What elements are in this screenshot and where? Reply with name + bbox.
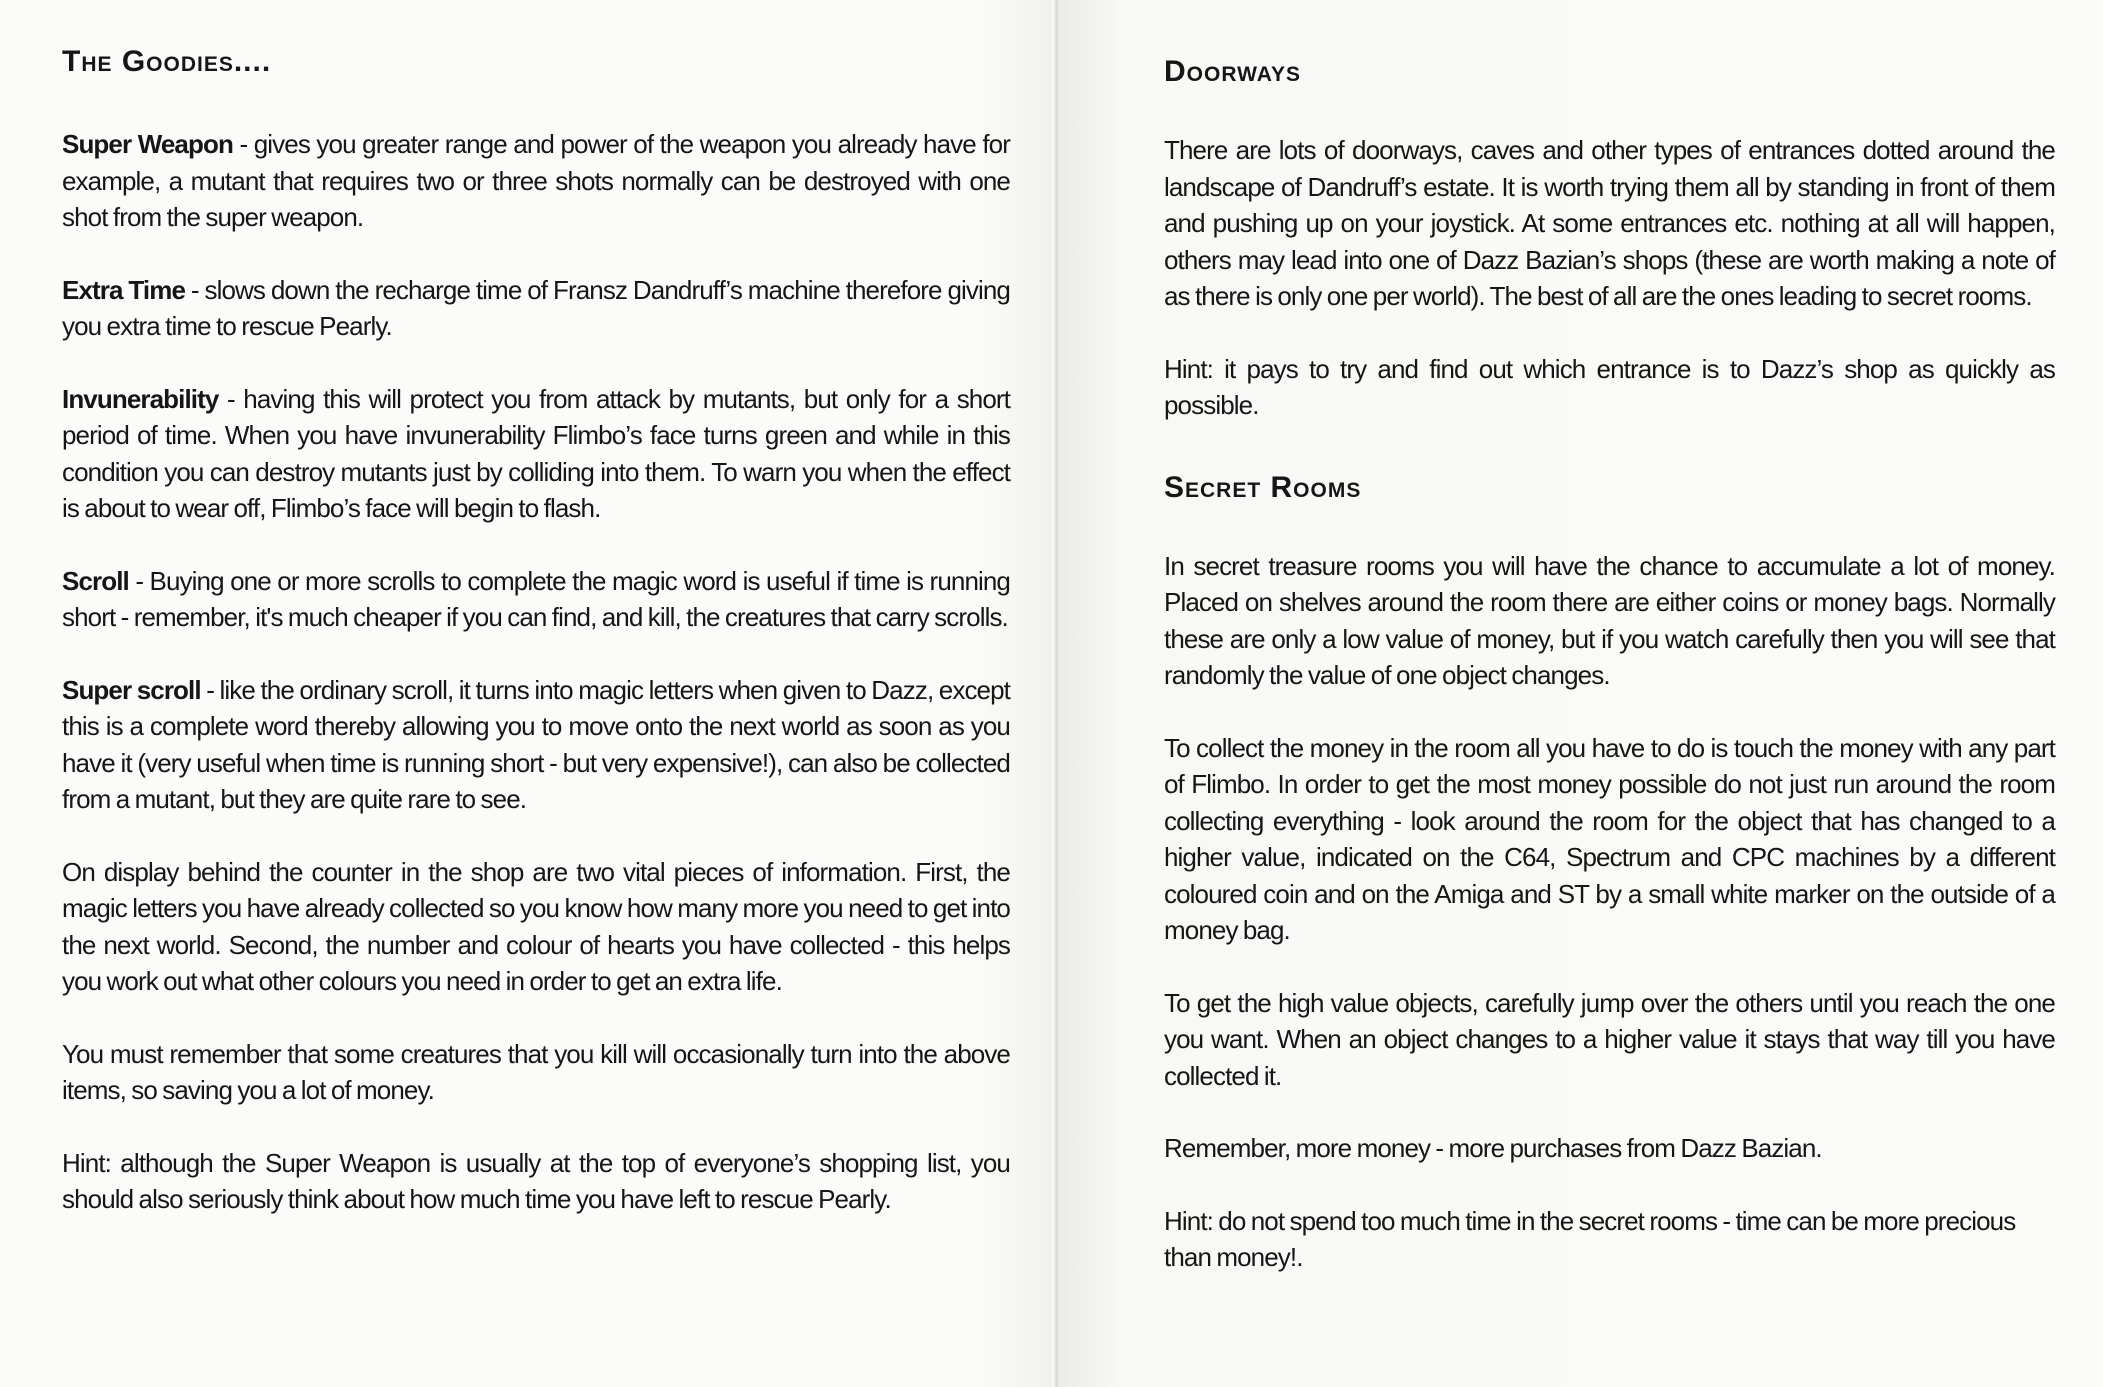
secret-rooms-intro: In secret treasure rooms you will have the chance to accumulate a lot of money. Placed on shelves around the room there are either coins or money bags. Normally these are only a low value of money, but if you watch carefully then you will see that randomly the value of one object changes.	[1164, 550, 2055, 690]
right-page	[1058, 0, 2103, 1387]
doorways-heading: Doorways	[1164, 55, 1302, 88]
item-text: - Buying one or more scrolls to complete the magic word is useful if time is running short - remember, it's much cheaper if you can find, and kill, the creatures that carry scrolls.	[62, 565, 1010, 632]
goodies-heading: The Goodies....	[62, 45, 272, 78]
high-value-paragraph: To get the high value objects, carefully jump over the others until you reach the one you want. When an object changes to a higher value it stays that way till you have collected it.	[1164, 987, 2055, 1091]
item-super-weapon	[62, 126, 1010, 236]
remember-paragraph: Remember, more money - more purchases from Dazz Bazian.	[1164, 1133, 1822, 1163]
item-term: Extra Time	[62, 274, 186, 305]
item-text: - slows down the recharge time of Fransz Dandruff’s machine therefore giving you extra time to rescue Pearly.	[62, 274, 1010, 341]
secret-rooms-hint: Hint: do not spend too much time in the secret rooms - time can be more precious than money!.	[1164, 1205, 2016, 1272]
doorways-paragraph: There are lots of doorways, caves and other types of entrances dotted around the landscape of Dandruff’s estate. It is worth trying them all by standing in front of them and pushing up on your joystick. At some entrances etc. nothing at all will happen, others may lead into one of Dazz Bazian’s shops (these are worth making a note of as there is only one per world). The best of all are the ones leading to secret rooms.	[1164, 135, 2055, 311]
secret-rooms-heading: Secret Rooms	[1164, 470, 1362, 504]
item-text: - having this will protect you from attack by mutants, but only for a short period of time. When you have invunerability Flimbo’s face turns green and while in this condition you can destroy mutants just by colliding into them. To warn you when the effect is about to wear off, Flimbo’s face will begin to flash.	[62, 383, 1010, 523]
item-super-scroll	[62, 672, 1010, 818]
item-term: Scroll	[62, 565, 129, 596]
item-invunerability	[62, 381, 1010, 527]
creatures-paragraph: You must remember that some creatures that you kill will occasionally turn into the above items, so saving you a lot of money.	[62, 1038, 1010, 1105]
super-weapon-hint: Hint: although the Super Weapon is usually at the top of everyone’s shopping list, you should also seriously think about how much time you have left to rescue Pearly.	[62, 1147, 1010, 1214]
collect-money-paragraph: To collect the money in the room all you have to do is touch the money with any part of Flimbo. In order to get the most money possible do not just run around the room collecting everything - look around the room for the object that has changed to a higher value, indicated on the C64, Spectrum and CPC machines by a different coloured coin and on the Amiga and ST by a small white marker on the outside of a money bag.	[1164, 732, 2055, 945]
item-term: Super scroll	[62, 674, 201, 705]
shop-display-paragraph: On display behind the counter in the shop are two vital pieces of information. First, the magic letters you have already collected so you know how many more you need to get into the next world. Second, the number and colour of hearts you have collected - this helps you work out what other colours you need in order to get an extra life.	[62, 856, 1010, 996]
item-text: - gives you greater range and power of the weapon you already have for example, a mutant that requires two or three shots normally can be destroyed with one shot from the super weapon.	[62, 129, 1010, 232]
item-extra-time	[62, 272, 1010, 345]
item-term: Invunerability	[62, 383, 219, 414]
item-scroll	[62, 563, 1010, 636]
item-text: - like the ordinary scroll, it turns into magic letters when given to Dazz, except this is a complete word thereby allowing you to move onto the next world as soon as you have it (very useful when time is running short - but very expensive!), can also be collected from a mutant, but they are quite rare to see.	[62, 674, 1010, 814]
doorways-hint: Hint: it pays to try and find out which entrance is to Dazz’s shop as quickly as possible.	[1164, 353, 2055, 420]
item-term: Super Weapon	[62, 129, 233, 159]
